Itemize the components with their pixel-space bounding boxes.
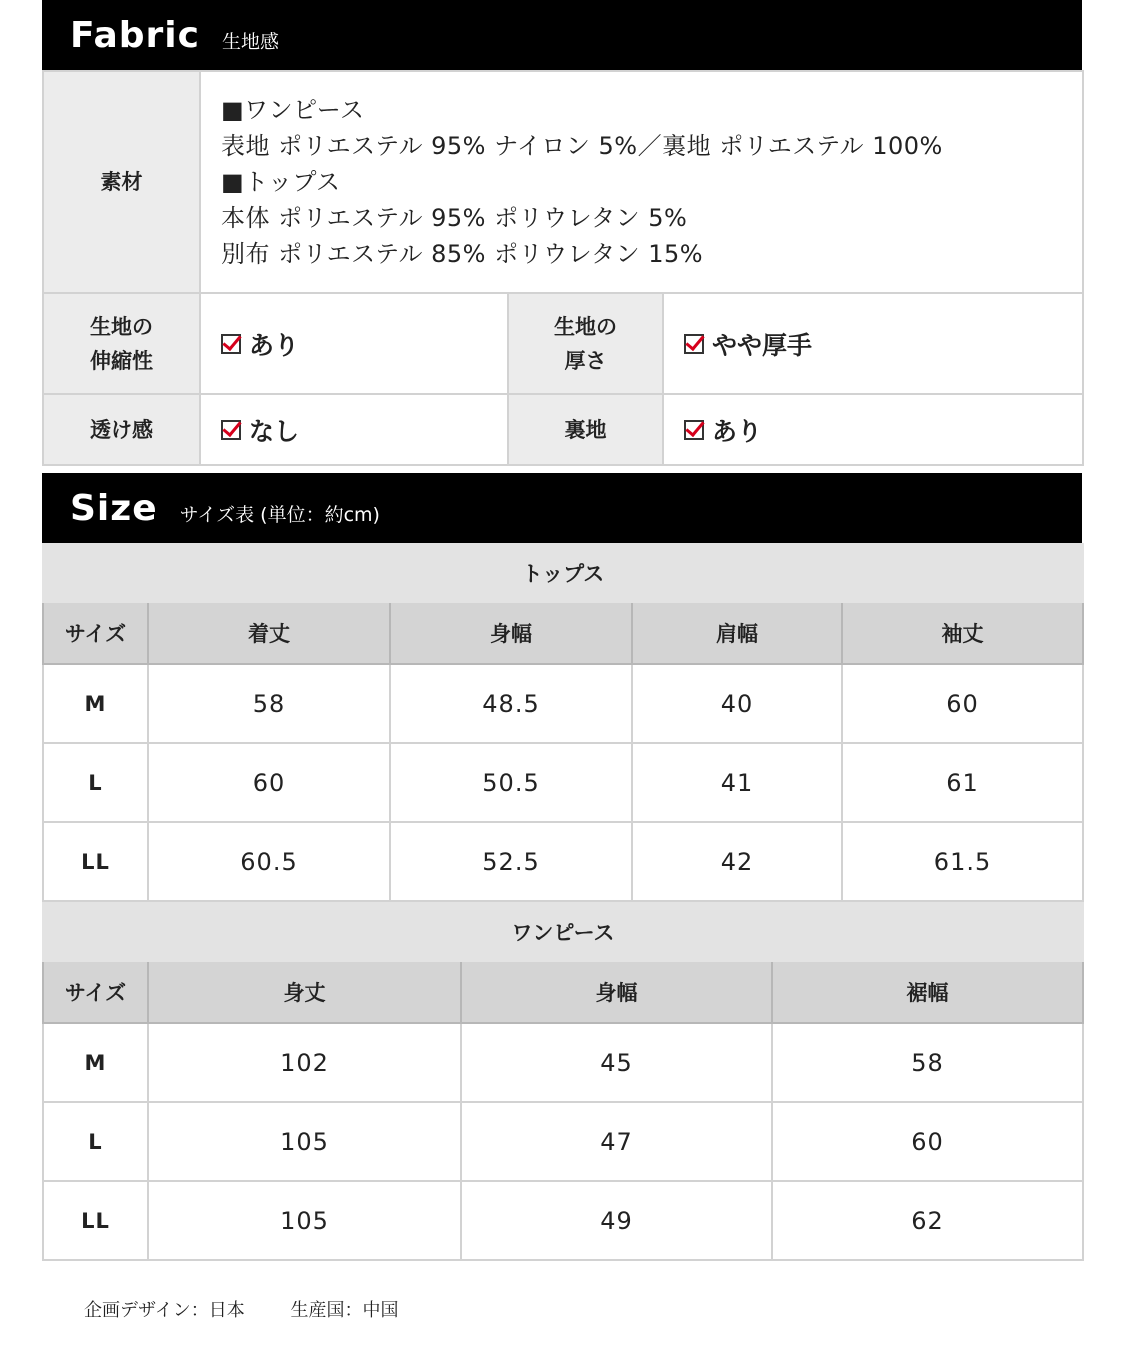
sheer-value [200,394,508,465]
value-cell: 58 [148,664,390,743]
value-cell: 42 [632,822,842,901]
column-header: 裾幅 [772,961,1083,1023]
tops-title: トップス [43,544,1083,602]
tops-header-row [43,602,1083,664]
column-header: 身丈 [148,961,461,1023]
production-origin: 生産国：中国 [290,1300,399,1321]
value-cell: 47 [461,1102,772,1181]
size-header [42,473,1082,543]
stretch-label-line1: 生地の [90,314,153,339]
tops-size-table [42,543,1084,902]
size-cell: M [43,664,148,743]
fabric-header [42,0,1082,70]
table-row [43,1023,1083,1102]
value-cell: 60 [148,743,390,822]
stretch-value-text: あり [249,330,300,360]
checkbox-icon [221,334,241,354]
table-row [43,664,1083,743]
fabric-subtitle: 生地感 [221,30,279,53]
checkbox-icon [684,420,704,440]
sheer-label: 透け感 [43,394,200,465]
column-header: サイズ [43,602,148,664]
column-header: 袖丈 [842,602,1083,664]
value-cell: 41 [632,743,842,822]
stretch-value [200,293,508,394]
value-cell: 60 [772,1102,1083,1181]
material-line: ■トップス [221,168,341,196]
column-header: 身幅 [390,602,632,664]
stretch-label [43,293,200,394]
table-row [43,1181,1083,1260]
design-origin: 企画デザイン：日本 [84,1300,245,1321]
size-cell: L [43,743,148,822]
value-cell: 60 [842,664,1083,743]
onepiece-size-table [42,902,1084,1261]
checkbox-icon [684,334,704,354]
size-cell: LL [43,1181,148,1260]
value-cell: 60.5 [148,822,390,901]
material-line: 別布 ポリエステル 85% ポリウレタン 15% [221,240,704,268]
size-subtitle: サイズ表 (単位：約cm) [179,503,380,526]
material-line: ■ワンピース [221,96,365,124]
material-value [200,71,1083,293]
footer-note [84,1296,398,1322]
size-cell: M [43,1023,148,1102]
table-row [43,1102,1083,1181]
value-cell: 49 [461,1181,772,1260]
checkbox-icon [221,420,241,440]
column-header: 肩幅 [632,602,842,664]
thickness-value-text: やや厚手 [712,330,813,360]
material-line: 表地 ポリエステル 95% ナイロン 5%／裏地 ポリエステル 100% [221,132,943,160]
lining-label: 裏地 [508,394,663,465]
thickness-value [663,293,1083,394]
lining-value-text: あり [712,416,763,446]
size-cell: LL [43,822,148,901]
fabric-title: Fabric [70,14,200,56]
value-cell: 61 [842,743,1083,822]
value-cell: 62 [772,1181,1083,1260]
value-cell: 52.5 [390,822,632,901]
value-cell: 61.5 [842,822,1083,901]
stretch-label-line2: 伸縮性 [90,348,153,373]
thickness-label-line2: 厚さ [564,348,607,373]
lining-value [663,394,1083,465]
table-row [43,743,1083,822]
fabric-table [42,70,1084,466]
fabric-section [42,0,1082,466]
size-title: Size [70,487,158,529]
value-cell: 58 [772,1023,1083,1102]
size-cell: L [43,1102,148,1181]
value-cell: 50.5 [390,743,632,822]
thickness-label [508,293,663,394]
value-cell: 102 [148,1023,461,1102]
material-line: 本体 ポリエステル 95% ポリウレタン 5% [221,204,688,232]
value-cell: 105 [148,1102,461,1181]
sheer-value-text: なし [249,416,300,446]
value-cell: 105 [148,1181,461,1260]
value-cell: 48.5 [390,664,632,743]
column-header: 着丈 [148,602,390,664]
onepiece-title: ワンピース [43,903,1083,961]
onepiece-header-row [43,961,1083,1023]
column-header: サイズ [43,961,148,1023]
column-header: 身幅 [461,961,772,1023]
size-section [42,473,1082,1261]
table-row [43,822,1083,901]
value-cell: 40 [632,664,842,743]
thickness-label-line1: 生地の [554,314,617,339]
material-label: 素材 [43,71,200,293]
value-cell: 45 [461,1023,772,1102]
